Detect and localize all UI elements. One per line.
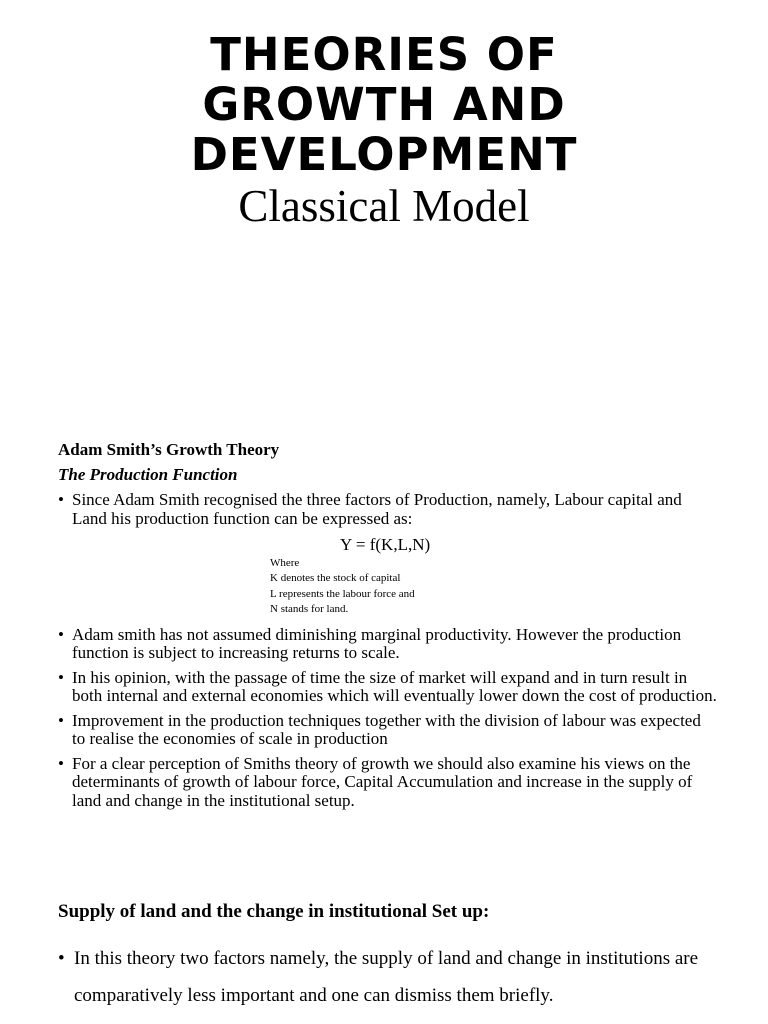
subtitle: Classical Model bbox=[238, 181, 530, 231]
bullet-dot-icon: • bbox=[58, 710, 64, 730]
bullet-item bbox=[58, 669, 718, 706]
bullet-dot-icon: • bbox=[58, 624, 64, 644]
title-block bbox=[0, 30, 768, 232]
legend-land: N stands for land. bbox=[270, 603, 349, 616]
bullet-item bbox=[58, 626, 718, 663]
bullet-dot-icon: • bbox=[58, 667, 64, 687]
legend-labour: L represents the labour force and bbox=[270, 587, 415, 600]
section-subheading: The Production Function bbox=[58, 465, 238, 484]
land-institutions-section bbox=[58, 900, 728, 1014]
bullet-item bbox=[58, 940, 728, 1014]
formula-legend bbox=[58, 556, 718, 618]
bullet-text: Since Adam Smith recognised the three factors of Production, namely, Labour capital and Land his production function can be expressed as: bbox=[72, 490, 682, 528]
bullet-dot-icon: • bbox=[58, 490, 64, 509]
bullet-text: In his opinion, with the passage of time the size of market will expand and in turn result in both internal and external economies which will eventually lower down the cost of production. bbox=[72, 667, 717, 706]
main-title-line-3: DEVELOPMENT bbox=[190, 128, 578, 181]
bullet-text: Improvement in the production techniques together with the division of labour was expected to realise the economies of scale in production bbox=[72, 710, 701, 749]
bullet-item bbox=[58, 755, 718, 811]
bullet-text: Adam smith has not assumed diminishing marginal productivity. However the production function is subject to increasing returns to scale. bbox=[72, 624, 682, 663]
production-function-formula: Y = f(K,L,N) bbox=[340, 535, 431, 554]
legend-where: Where bbox=[270, 557, 300, 569]
bullet-dot-icon: • bbox=[58, 753, 64, 773]
bullet-text: For a clear perception of Smiths theory of growth we should also examine his views on the determinants of growth of labour force, Capital Accumulation and increase in the supply of land and change in the institutional setup. bbox=[72, 753, 693, 810]
main-title-line-2: GROWTH AND bbox=[202, 78, 566, 131]
bullet-list bbox=[58, 626, 718, 811]
section-heading: Adam Smith’s Growth Theory bbox=[58, 440, 280, 459]
bullet-item bbox=[58, 491, 718, 528]
bullet-list bbox=[58, 491, 718, 528]
bullet-dot-icon: • bbox=[58, 948, 65, 969]
smith-growth-section bbox=[58, 440, 718, 816]
legend-capital: K denotes the stock of capital bbox=[270, 572, 401, 585]
bullet-item bbox=[58, 712, 718, 749]
bullet-text: In this theory two factors namely, the supply of land and change in institutions are comparatively less important and one can dismiss them briefly. bbox=[74, 948, 699, 1006]
main-title-line-1: THEORIES OF bbox=[210, 28, 558, 81]
section-heading: Supply of land and the change in institutional Set up: bbox=[58, 901, 490, 922]
